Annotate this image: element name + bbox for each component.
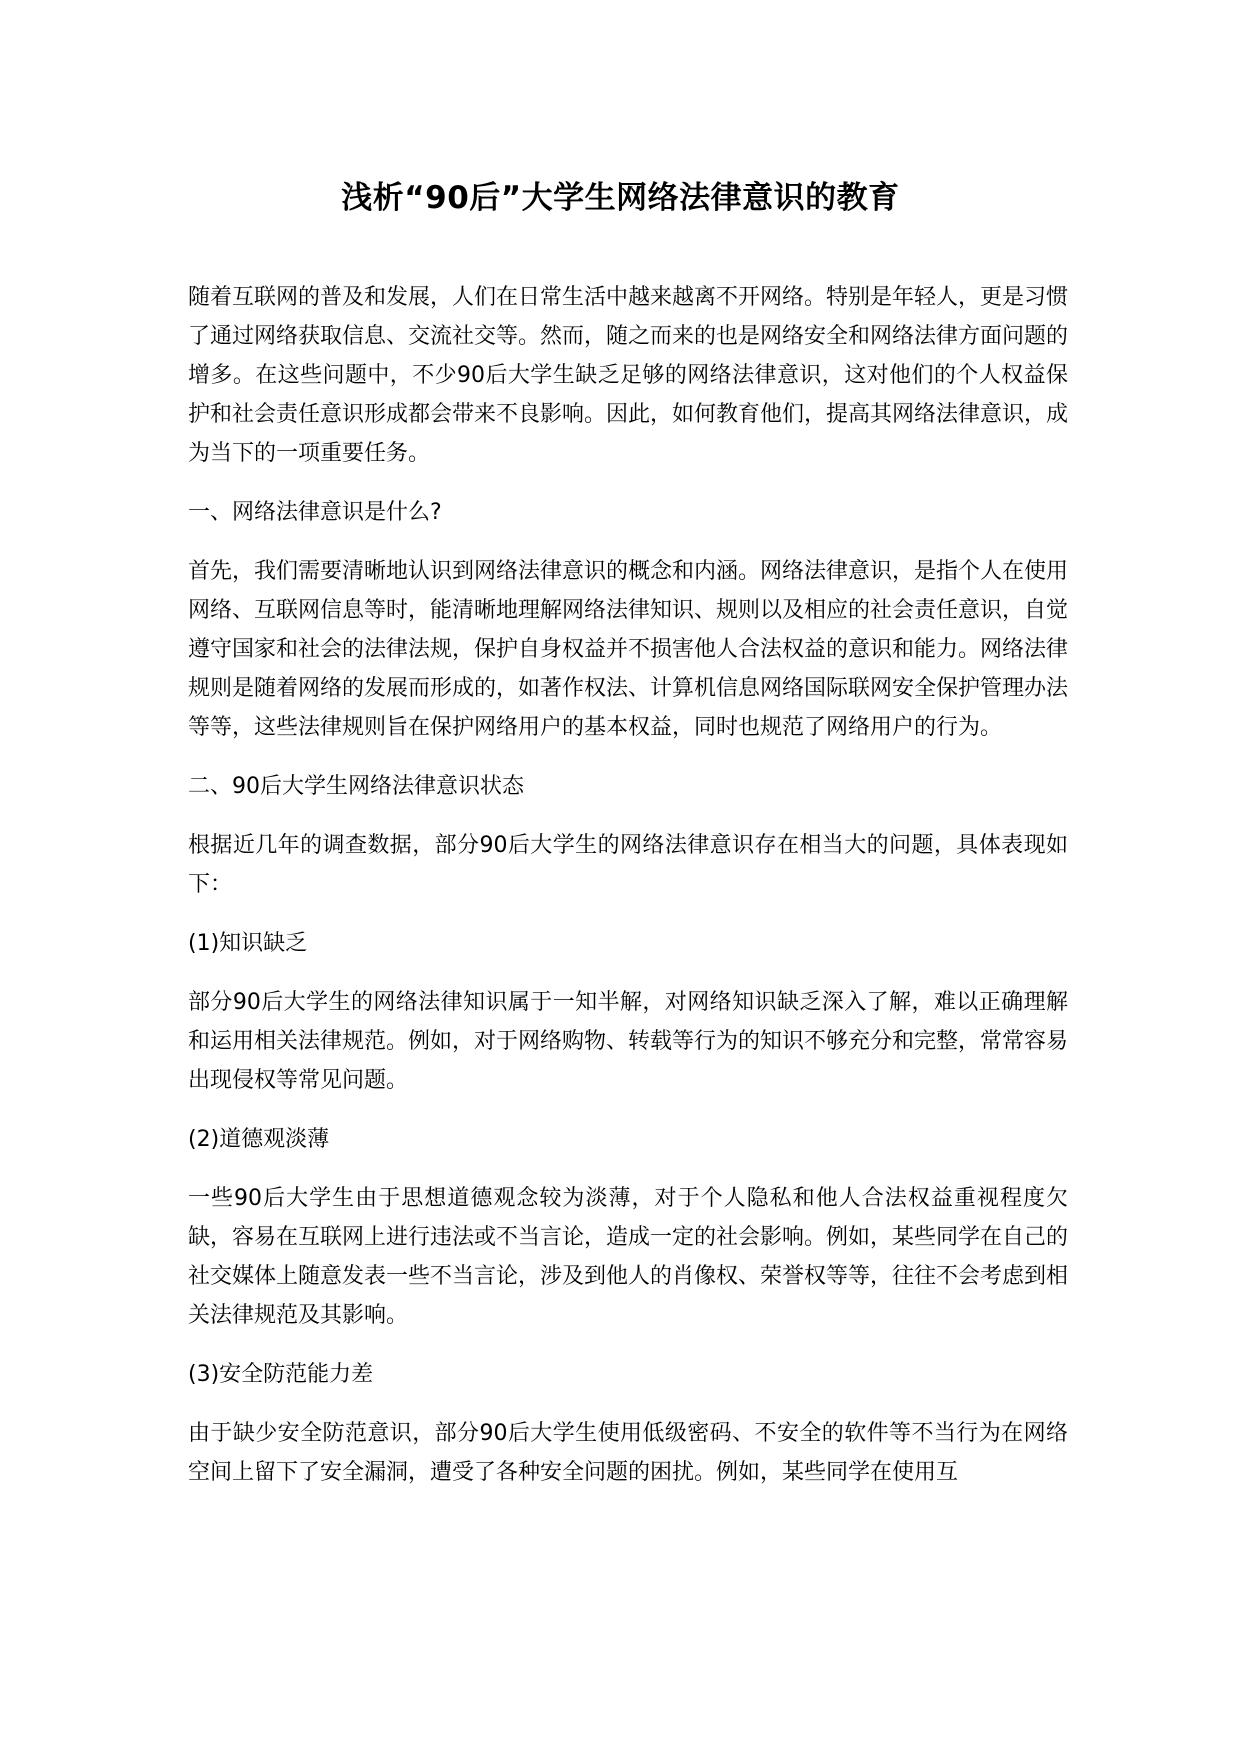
subsection-heading-3: (3)安全防范能力差 bbox=[188, 1362, 374, 1387]
document-body bbox=[188, 278, 1068, 1512]
subsection-heading-2: (2)道德观淡薄 bbox=[188, 1127, 330, 1152]
section-paragraph-2: 根据近几年的调查数据，部分90后大学生的网络法律意识存在相当大的问题，具体表现如下： bbox=[188, 833, 1068, 897]
subsection-heading-1: (1)知识缺乏 bbox=[188, 931, 308, 956]
subsection-paragraph-1: 部分90后大学生的网络法律知识属于一知半解，对网络知识缺乏深入了解，难以正确理解和运用相关法律规范。例如，对于网络购物、转载等行为的知识不够充分和完整，常常容易出现侵权等常见问题。 bbox=[188, 990, 1069, 1093]
page-title: 浅析“90后”大学生网络法律意识的教育 bbox=[341, 180, 900, 216]
section-heading-2: 二、90后大学生网络法律意识状态 bbox=[188, 774, 524, 799]
intro-paragraph: 随着互联网的普及和发展，人们在日常生活中越来越离不开网络。特别是年轻人，更是习惯了通过网络获取信息、交流社交等。然而，随之而来的也是网络安全和网络法律方面问题的增多。在这些问题中，不少90后大学生缺乏足够的网络法律意识，这对他们的个人权益保护和社会责任意识形成都会带来不良影响。因此，如何教育他们，提高其网络法律意识，成为当下的一项重要任务。 bbox=[188, 285, 1069, 466]
subsection-paragraph-2: 一些90后大学生由于思想道德观念较为淡薄，对于个人隐私和他人合法权益重视程度欠缺，容易在互联网上进行违法或不当言论，造成一定的社会影响。例如，某些同学在自己的社交媒体上随意发表一些不当言论，涉及到他人的肖像权、荣誉权等等，往往不会考虑到相关法律规范及其影响。 bbox=[188, 1186, 1069, 1328]
section-heading-1: 一、网络法律意识是什么? bbox=[188, 500, 442, 525]
section-paragraph-1: 首先，我们需要清晰地认识到网络法律意识的概念和内涵。网络法律意识，是指个人在使用网络、互联网信息等时，能清晰地理解网络法律知识、规则以及相应的社会责任意识，自觉遵守国家和社会的法律法规，保护自身权益并不损害他人合法权益的意识和能力。网络法律规则是随着网络的发展而形成的，如著作权法、计算机信息网络国际联网安全保护管理办法等等，这些法律规则旨在保护网络用户的基本权益，同时也规范了网络用户的行为。 bbox=[188, 559, 1069, 740]
subsection-paragraph-3: 由于缺少安全防范意识，部分90后大学生使用低级密码、不安全的软件等不当行为在网络空间上留下了安全漏洞，遭受了各种安全问题的困扰。例如，某些同学在使用互 bbox=[188, 1421, 1068, 1485]
